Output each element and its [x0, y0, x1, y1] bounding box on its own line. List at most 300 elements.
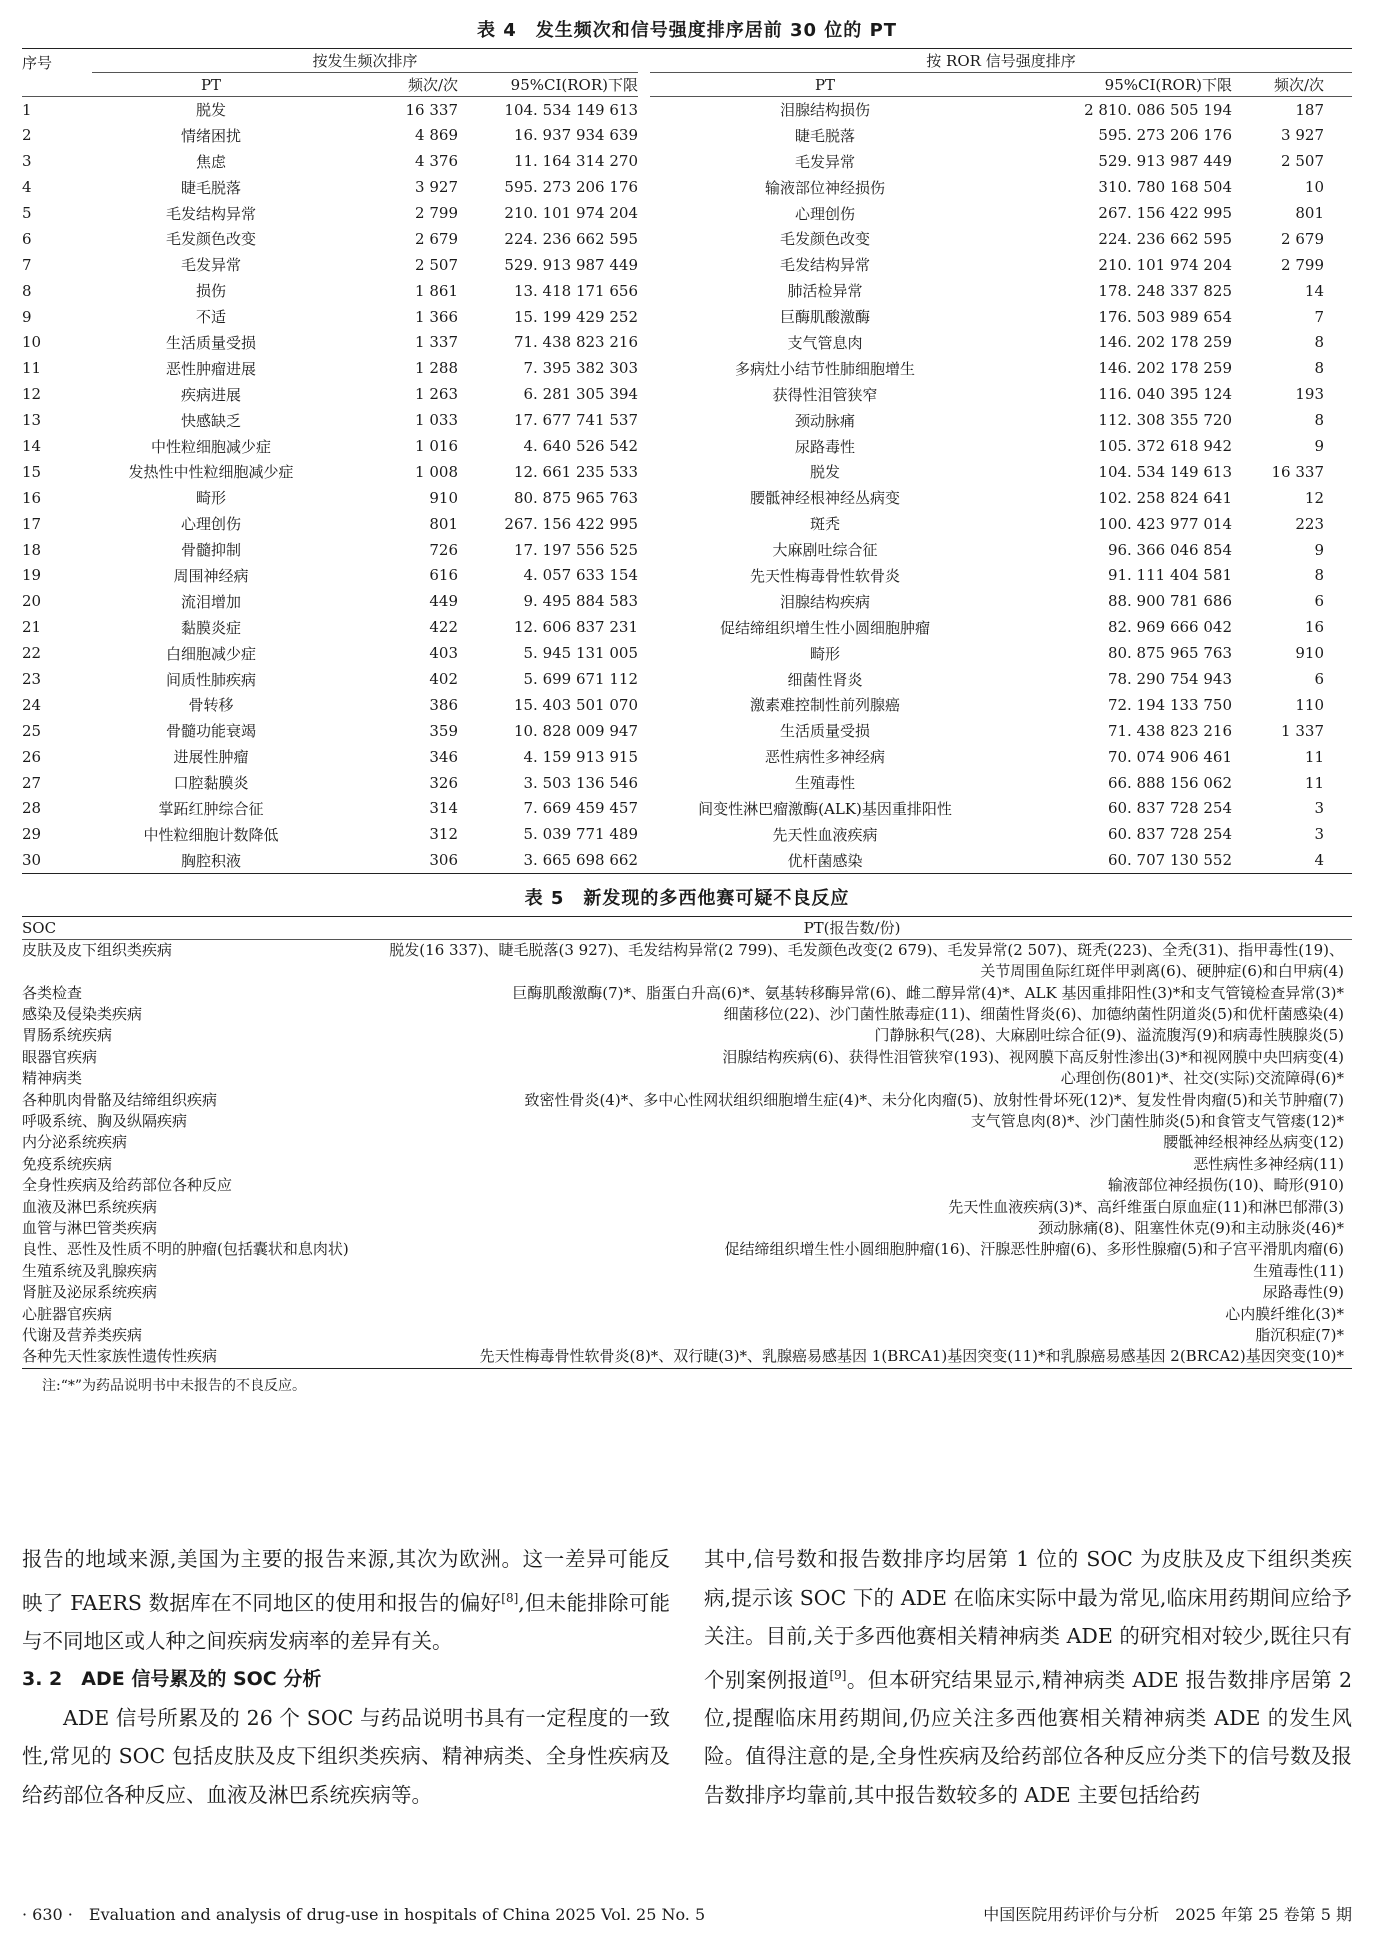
table4-row [22, 847, 1352, 873]
pt-cell-right: 激素难控制性前列腺癌 [749, 696, 900, 715]
freq-cell: 3 927 [415, 178, 458, 197]
table5-row [22, 1282, 1352, 1303]
table4-row [22, 666, 1352, 692]
freq-cell: 1 033 [415, 411, 458, 430]
ci-cell: 6. 281 305 394 [523, 385, 638, 404]
pt-list-line: 心内膜纤维化(3)* [1225, 1304, 1344, 1323]
pt-list-line: 泪腺结构疾病(6)、获得性泪管狭窄(193)、视网膜下高反射性渗出(3)*和视网膜中央凹病变(4) [722, 1047, 1344, 1066]
seq-cell: 4 [22, 178, 32, 197]
gap-cell [638, 355, 650, 381]
pt-cell-right: 细菌性肾炎 [787, 670, 863, 689]
gap-cell [638, 563, 650, 589]
table5-body [22, 939, 1352, 1368]
seq-cell: 9 [22, 307, 32, 326]
pt-cell: 毛发结构异常 [165, 204, 256, 223]
seq-cell: 26 [22, 747, 42, 766]
freq-cell: 1 016 [415, 437, 458, 456]
ci-cell: 9. 495 884 583 [523, 592, 638, 611]
body-text [22, 1540, 1352, 1814]
pt-list-cell [352, 1325, 1352, 1346]
page [22, 14, 1352, 1399]
soc-cell: 肾脏及泌尿系统疾病 [22, 1283, 158, 1302]
seq-cell: 24 [22, 695, 42, 714]
gap-cell [638, 433, 650, 459]
ci-cell-right: 595. 273 206 176 [1098, 126, 1232, 145]
ci-header: 95%CI(ROR)下限 [458, 73, 638, 97]
pt-list-line: 促结缔组织增生性小圆细胞肿瘤(16)、汗腺恶性肿瘤(6)、多形性腺瘤(5)和子宫平滑肌肉瘤(6) [724, 1240, 1344, 1259]
gap-cell [638, 692, 650, 718]
ci-cell-right: 60. 837 728 254 [1107, 825, 1232, 844]
soc-cell: 全身性疾病及给药部位各种反应 [22, 1176, 233, 1195]
seq-cell: 30 [22, 851, 42, 870]
pt-list-cell [352, 1304, 1352, 1325]
seq-cell: 21 [22, 618, 42, 637]
freq-cell-right: 10 [1304, 178, 1324, 197]
seq-cell: 16 [22, 488, 42, 507]
table4-row [22, 174, 1352, 200]
ci-cell-right: 2 810. 086 505 194 [1084, 100, 1232, 119]
freq-cell: 16 337 [405, 100, 458, 119]
freq-cell-right: 4 [1314, 851, 1324, 870]
freq-cell-right: 8 [1314, 566, 1324, 585]
ci-cell: 13. 418 171 656 [513, 281, 638, 300]
ci-cell-right: 60. 837 728 254 [1107, 799, 1232, 818]
ci-cell: 7. 395 382 303 [523, 359, 638, 378]
pt-list-line: 颈动脉痛(8)、阻塞性休克(9)和主动脉炎(46)* [1038, 1219, 1344, 1237]
ci-cell: 17. 677 741 537 [513, 411, 638, 430]
table4-row [22, 355, 1352, 381]
ci-cell: 4. 057 633 154 [523, 566, 638, 585]
ci-cell-right: 105. 372 618 942 [1098, 437, 1232, 456]
ci-cell-right: 176. 503 989 654 [1098, 307, 1232, 326]
table4-body [22, 97, 1352, 874]
freq-cell-right: 11 [1304, 747, 1324, 766]
pt-cell: 黏膜炎症 [180, 618, 241, 637]
pt-list-line: 致密性骨炎(4)*、多中心性网状组织细胞增生症(4)*、未分化肉瘤(5)、放射性骨坏死(12)*、复发性骨肉瘤(5)和关节肿瘤(7) [524, 1090, 1344, 1109]
freq-cell: 910 [429, 488, 458, 507]
gap-cell [638, 381, 650, 407]
gap-cell [638, 666, 650, 692]
pt-list-cell [352, 1175, 1352, 1196]
freq-cell-right: 7 [1314, 307, 1324, 326]
freq-cell-right: 2 679 [1281, 229, 1324, 248]
ci-cell-right: 116. 040 395 124 [1098, 385, 1232, 404]
freq-cell-right: 110 [1295, 695, 1324, 714]
pt-header-right: PT [650, 73, 1000, 97]
freq-cell-right: 3 927 [1281, 126, 1324, 145]
freq-cell-right: 14 [1304, 281, 1324, 300]
pt-list-cell [352, 1090, 1352, 1111]
freq-cell: 2 507 [415, 255, 458, 274]
pt-cell: 不适 [195, 308, 226, 327]
freq-cell-right: 193 [1295, 385, 1324, 404]
freq-cell: 449 [429, 592, 458, 611]
table4-row [22, 537, 1352, 563]
left-paragraph-1: 报告的地域来源,美国为主要的报告来源,其次为欧洲。这一差异可能反映了 FAERS 数据库在不同地区的使用和报告的偏好[8],但未能排除可能与不同地区或人种之间疾病发病率的差异有关。 [22, 1547, 670, 1653]
table4-caption: 表 4 发生频次和信号强度排序居前 30 位的 PT [476, 20, 898, 41]
ci-cell: 4. 640 526 542 [523, 437, 638, 456]
pt-cell-right: 生活质量受损 [779, 722, 870, 741]
ci-cell: 15. 199 429 252 [513, 307, 638, 326]
ci-cell: 3. 503 136 546 [523, 773, 638, 792]
pt-cell: 口腔黏膜炎 [173, 774, 249, 793]
freq-cell: 1 366 [415, 307, 458, 326]
soc-cell: 内分泌系统疾病 [22, 1133, 128, 1152]
ci-cell-right: 100. 423 977 014 [1098, 514, 1232, 533]
table4-row [22, 640, 1352, 666]
pt-count-header: PT(报告数/份) [352, 916, 1352, 939]
soc-cell: 感染及侵染类疾病 [22, 1004, 143, 1023]
table4-row [22, 744, 1352, 770]
pt-list-cell [352, 1282, 1352, 1303]
ci-cell: 17. 197 556 525 [513, 540, 638, 559]
left-paragraph-2: ADE 信号所累及的 26 个 SOC 与药品说明书具有一定程度的一致性,常见的 SOC 包括皮肤及皮下组织类疾病、精神病类、全身性疾病及给药部位各种反应、血液及淋巴系统疾病等。 [22, 1705, 670, 1807]
table4-row [22, 692, 1352, 718]
pt-cell: 疾病进展 [180, 385, 241, 404]
soc-cell: 呼吸系统、胸及纵隔疾病 [22, 1111, 188, 1130]
table4-row [22, 200, 1352, 226]
table5-row [22, 1154, 1352, 1175]
pt-list-line: 先天性血液疾病(3)*、高纤维蛋白原血症(11)和淋巴郁滞(3) [948, 1197, 1344, 1216]
soc-cell: 各种肌肉骨骼及结缔组织疾病 [22, 1090, 218, 1109]
gap-cell [638, 718, 650, 744]
seq-cell: 1 [22, 100, 32, 119]
freq-cell-right: 910 [1295, 644, 1324, 663]
table5-row [22, 1068, 1352, 1089]
freq-cell-right: 3 [1314, 799, 1324, 818]
freq-cell-right: 8 [1314, 333, 1324, 352]
table4-row [22, 304, 1352, 330]
pt-list-cell [352, 1111, 1352, 1132]
gap-cell [638, 174, 650, 200]
ci-cell: 104. 534 149 613 [504, 100, 638, 119]
pt-cell: 中性粒细胞计数降低 [143, 825, 279, 844]
ci-cell: 267. 156 422 995 [504, 514, 638, 533]
gap-cell [638, 511, 650, 537]
freq-cell-right: 6 [1314, 670, 1324, 689]
pt-cell-right: 肺活检异常 [787, 282, 863, 301]
seq-cell: 8 [22, 281, 32, 300]
ci-cell: 71. 438 823 216 [513, 333, 638, 352]
freq-cell: 403 [429, 644, 458, 663]
table4-row [22, 511, 1352, 537]
table4-row [22, 770, 1352, 796]
soc-cell: 免疫系统疾病 [22, 1154, 113, 1173]
section-heading: 3. 2 ADE 信号累及的 SOC 分析 [22, 1668, 322, 1691]
table4-row [22, 97, 1352, 123]
table4-row [22, 588, 1352, 614]
gap-cell [638, 588, 650, 614]
pt-cell-right: 畸形 [809, 644, 840, 663]
seq-cell: 27 [22, 773, 42, 792]
pt-cell-right: 斑秃 [809, 515, 840, 534]
freq-cell-right: 8 [1314, 411, 1324, 430]
ci-cell-right: 72. 194 133 750 [1107, 695, 1232, 714]
gap-cell [638, 97, 650, 123]
pt-cell-right: 促结缔组织增生性小圆细胞肿瘤 [719, 618, 930, 637]
ci-cell: 10. 828 009 947 [513, 721, 638, 740]
pt-cell-right: 支气管息肉 [787, 333, 863, 352]
pt-cell-right: 颈动脉痛 [794, 411, 855, 430]
ci-cell-right: 80. 875 965 763 [1107, 644, 1232, 663]
ci-cell-right: 70. 074 906 461 [1107, 747, 1232, 766]
gap-cell [638, 200, 650, 226]
seq-cell: 18 [22, 540, 42, 559]
table4-row [22, 485, 1352, 511]
seq-cell: 23 [22, 670, 42, 689]
pt-cell-right: 泪腺结构损伤 [779, 101, 870, 120]
pt-cell: 情绪困扰 [180, 126, 241, 145]
citation: [9] [829, 1667, 847, 1682]
table4-row [22, 614, 1352, 640]
ci-cell-right: 78. 290 754 943 [1107, 670, 1232, 689]
pt-cell-right: 间变性淋巴瘤激酶(ALK)基因重排阳性 [698, 799, 952, 818]
freq-cell-right: 3 [1314, 825, 1324, 844]
ci-cell-right: 82. 969 666 042 [1107, 618, 1232, 637]
pt-cell: 快感缺乏 [180, 411, 241, 430]
pt-list-line: 关节周围鱼际红斑伴甲剥离(6)、硬肿症(6)和白甲病(4) [980, 962, 1344, 981]
table5-row [22, 1346, 1352, 1368]
seq-cell: 13 [22, 411, 42, 430]
table4-row [22, 563, 1352, 589]
seq-cell: 5 [22, 204, 32, 222]
ci-cell: 595. 273 206 176 [504, 178, 638, 197]
freq-cell: 422 [429, 618, 458, 637]
ci-cell-right: 529. 913 987 449 [1098, 152, 1232, 171]
ci-cell-right: 146. 202 178 259 [1098, 359, 1232, 378]
freq-cell-right: 8 [1314, 359, 1324, 378]
table5-row [22, 1004, 1352, 1025]
pt-cell: 焦虑 [195, 152, 226, 171]
freq-cell-right: 223 [1295, 514, 1324, 533]
right-paragraph-1: 其中,信号数和报告数排序均居第 1 位的 SOC 为皮肤及皮下组织类疾病,提示该 SOC 下的 ADE 在临床实际中最为常见,临床用药期间应给予关注。目前,关于多西他赛相关精神病类 ADE 的研究相对较少,既往只有个别案例报道[9]。但本研究结果显示,精神病类 ADE 报告数排序居第 2 位,提醒临床用药期间,仍应关注多西他赛相关精神病类 ADE 的发生风险。值得注意的是,全身性疾病及给药部位各种反应分类下的信号数及报告数排序均靠前,其中报告数较多的 ADE 主要包括给药 [704, 1547, 1353, 1807]
ci-cell: 80. 875 965 763 [513, 488, 638, 507]
ci-header-right: 95%CI(ROR)下限 [1000, 73, 1232, 97]
freq-cell: 2 679 [415, 229, 458, 248]
freq-cell-right: 187 [1295, 100, 1324, 119]
freq-cell: 726 [429, 540, 458, 559]
table4-row [22, 278, 1352, 304]
seq-cell: 12 [22, 385, 42, 404]
seq-cell: 20 [22, 592, 42, 611]
freq-cell: 386 [429, 695, 458, 714]
freq-cell: 1 861 [415, 281, 458, 300]
pt-cell: 骨转移 [188, 696, 234, 715]
table5-row [22, 1111, 1352, 1132]
pt-list-line: 心理创伤(801)*、社交(实际)交流障碍(6)* [1060, 1069, 1344, 1088]
soc-cell: 胃肠系统疾病 [22, 1026, 113, 1045]
freq-cell-right: 16 [1304, 618, 1324, 637]
gap-cell [638, 537, 650, 563]
table4-row [22, 407, 1352, 433]
pt-cell: 流泪增加 [180, 592, 241, 611]
soc-cell: 代谢及营养类疾病 [22, 1326, 143, 1345]
seq-cell: 28 [22, 799, 42, 818]
ci-cell: 15. 403 501 070 [513, 695, 638, 714]
gap-cell [638, 640, 650, 666]
pt-cell: 进展性肿瘤 [173, 748, 249, 767]
freq-cell: 359 [429, 721, 458, 740]
ci-cell: 16. 937 934 639 [513, 126, 638, 145]
seq-cell: 6 [22, 229, 32, 248]
gap-cell [638, 796, 650, 822]
ci-cell-right: 210. 101 974 204 [1098, 255, 1232, 274]
pt-list-cell [352, 1132, 1352, 1153]
soc-cell: 各种先天性家族性遗传性疾病 [22, 1347, 218, 1366]
pt-cell: 畸形 [195, 489, 226, 508]
freq-cell-right: 2 507 [1281, 152, 1324, 171]
freq-cell-right: 6 [1314, 592, 1324, 611]
ci-cell-right: 224. 236 662 595 [1098, 229, 1232, 248]
pt-cell: 骨髓抑制 [180, 541, 241, 560]
left-group-header: 按发生频次排序 [92, 49, 638, 73]
table5-row [22, 983, 1352, 1004]
gap-cell [638, 485, 650, 511]
freq-cell: 4 376 [415, 152, 458, 171]
pt-cell: 心理创伤 [180, 515, 241, 534]
ci-cell: 12. 661 235 533 [513, 462, 638, 481]
pt-cell: 周围神经病 [173, 566, 249, 585]
table5-row [22, 1132, 1352, 1153]
freq-cell: 312 [429, 825, 458, 844]
freq-cell: 4 869 [415, 126, 458, 145]
left-column [22, 1540, 670, 1814]
pt-list-line: 细菌移位(22)、沙门菌性脓毒症(11)、细菌性肾炎(6)、加德纳菌性阴道炎(5)和优杆菌感染(4) [723, 1004, 1344, 1023]
table4-row [22, 459, 1352, 485]
pt-cell-right: 尿路毒性 [794, 437, 855, 456]
pt-cell-right: 先天性梅毒骨性软骨炎 [749, 566, 900, 585]
gap-cell [638, 847, 650, 873]
table5-row [22, 1175, 1352, 1196]
soc-cell: 心脏器官疾病 [22, 1304, 113, 1323]
pt-list-line: 腰骶神经根神经丛病变(12) [1163, 1133, 1344, 1152]
seq-cell: 3 [22, 152, 32, 171]
footer-right: 中国医院用药评价与分析 2025 年第 25 卷第 5 期 [983, 1905, 1352, 1924]
seq-cell: 10 [22, 333, 42, 352]
ci-cell-right: 88. 900 781 686 [1107, 592, 1232, 611]
citation: [8] [501, 1590, 519, 1605]
ci-cell-right: 96. 366 046 854 [1107, 540, 1232, 559]
pt-list-line: 先天性梅毒骨性软骨炎(8)*、双行睫(3)*、乳腺癌易感基因 1(BRCA1)基因突变(11)*和乳腺癌易感基因 2(BRCA2)基因突变(10)* [479, 1347, 1344, 1366]
gap-cell [638, 304, 650, 330]
ci-cell: 3. 665 698 662 [523, 851, 638, 870]
pt-cell: 中性粒细胞减少症 [150, 437, 271, 456]
seq-cell: 29 [22, 825, 42, 844]
pt-cell-right: 腰骶神经根神经丛病变 [749, 489, 900, 508]
pt-cell-right: 多病灶小结节性肺细胞增生 [734, 359, 915, 378]
table4 [22, 48, 1352, 874]
ci-cell-right: 71. 438 823 216 [1107, 721, 1232, 740]
table4-row [22, 433, 1352, 459]
table4-row [22, 821, 1352, 847]
soc-cell: 良性、恶性及性质不明的肿瘤(包括囊状和息肉状) [22, 1240, 349, 1259]
pt-list-cell [352, 1154, 1352, 1175]
pt-cell: 胸腔积液 [180, 851, 241, 870]
ci-cell-right: 104. 534 149 613 [1098, 462, 1232, 481]
ci-cell: 5. 699 671 112 [523, 670, 638, 689]
table5-row [22, 1025, 1352, 1046]
table4-row [22, 226, 1352, 252]
freq-cell: 1 008 [415, 462, 458, 481]
table5-row [22, 1304, 1352, 1325]
table5-row [22, 1325, 1352, 1346]
pt-list-line: 门静脉积气(28)、大麻剧吐综合征(9)、溢流腹泻(9)和病毒性胰腺炎(5) [874, 1026, 1344, 1045]
gap-cell [638, 252, 650, 278]
gap-cell [638, 614, 650, 640]
pt-cell-right: 先天性血液疾病 [772, 825, 878, 844]
pt-list-cell [352, 1346, 1352, 1368]
pt-cell: 损伤 [195, 282, 226, 301]
ci-cell: 12. 606 837 231 [513, 618, 638, 637]
ci-cell: 5. 945 131 005 [523, 644, 638, 663]
pt-cell: 恶性肿瘤进展 [165, 359, 256, 378]
pt-list-line: 脱发(16 337)、睫毛脱落(3 927)、毛发结构异常(2 799)、毛发颜色改变(2 679)、毛发异常(2 507)、斑秃(223)、全秃(31)、指甲毒性(19)、 [389, 940, 1344, 959]
table4-row [22, 148, 1352, 174]
pt-cell-right: 生殖毒性 [794, 774, 855, 793]
ci-cell: 5. 039 771 489 [523, 825, 638, 844]
pt-list-line: 巨酶肌酸激酶(7)*、脂蛋白升高(6)*、氨基转移酶异常(6)、雌二醇异常(4)*、ALK 基因重排阳性(3)*和支气管镜检查异常(3)* [512, 983, 1344, 1002]
ci-cell-right: 178. 248 337 825 [1098, 281, 1232, 300]
table4-row [22, 122, 1352, 148]
gap-cell [638, 407, 650, 433]
pt-list-cell [352, 1239, 1352, 1260]
freq-cell: 314 [429, 799, 458, 818]
ci-cell: 210. 101 974 204 [504, 204, 638, 222]
seq-cell: 7 [22, 255, 32, 274]
pt-cell: 生活质量受损 [165, 333, 256, 352]
ci-cell-right: 112. 308 355 720 [1098, 411, 1232, 430]
pt-cell-right: 毛发结构异常 [779, 256, 870, 275]
seq-header: 序号 [22, 49, 92, 97]
pt-cell: 白细胞减少症 [165, 644, 256, 663]
freq-header-right: 频次/次 [1232, 73, 1352, 97]
soc-header: SOC [22, 916, 352, 939]
freq-cell: 306 [429, 851, 458, 870]
freq-cell-right: 9 [1314, 437, 1324, 456]
freq-cell-right: 9 [1314, 540, 1324, 559]
freq-cell-right: 16 337 [1271, 462, 1324, 481]
seq-cell: 15 [22, 462, 42, 481]
freq-cell-right: 1 337 [1281, 721, 1324, 740]
ci-cell-right: 267. 156 422 995 [1098, 204, 1232, 222]
gap-cell [638, 770, 650, 796]
ci-cell-right: 66. 888 156 062 [1107, 773, 1232, 792]
table5-row [22, 1090, 1352, 1111]
freq-cell: 1 288 [415, 359, 458, 378]
seq-cell: 11 [22, 359, 42, 378]
pt-cell: 脱发 [195, 101, 226, 120]
pt-cell-right: 睫毛脱落 [794, 126, 855, 145]
pt-cell-right: 恶性病性多神经病 [764, 748, 885, 767]
freq-cell: 616 [429, 566, 458, 585]
pt-header: PT [92, 73, 330, 97]
pt-list-cell [352, 1004, 1352, 1025]
pt-list-cell [352, 1047, 1352, 1068]
pt-cell: 睫毛脱落 [180, 178, 241, 197]
pt-list-cell [352, 1261, 1352, 1282]
right-group-header: 按 ROR 信号强度排序 [650, 49, 1352, 73]
table5-note: 注:“*”为药品说明书中未报告的不良反应。 [42, 1377, 307, 1394]
ci-cell: 224. 236 662 595 [504, 229, 638, 248]
right-column [704, 1540, 1352, 1814]
ci-cell: 11. 164 314 270 [513, 152, 638, 171]
freq-cell-right: 801 [1295, 204, 1324, 222]
pt-cell-right: 毛发异常 [794, 152, 855, 171]
pt-cell: 骨髓功能衰竭 [165, 722, 256, 741]
pt-list-cell [352, 1068, 1352, 1089]
gap-cell [638, 122, 650, 148]
freq-cell-right: 12 [1304, 488, 1324, 507]
